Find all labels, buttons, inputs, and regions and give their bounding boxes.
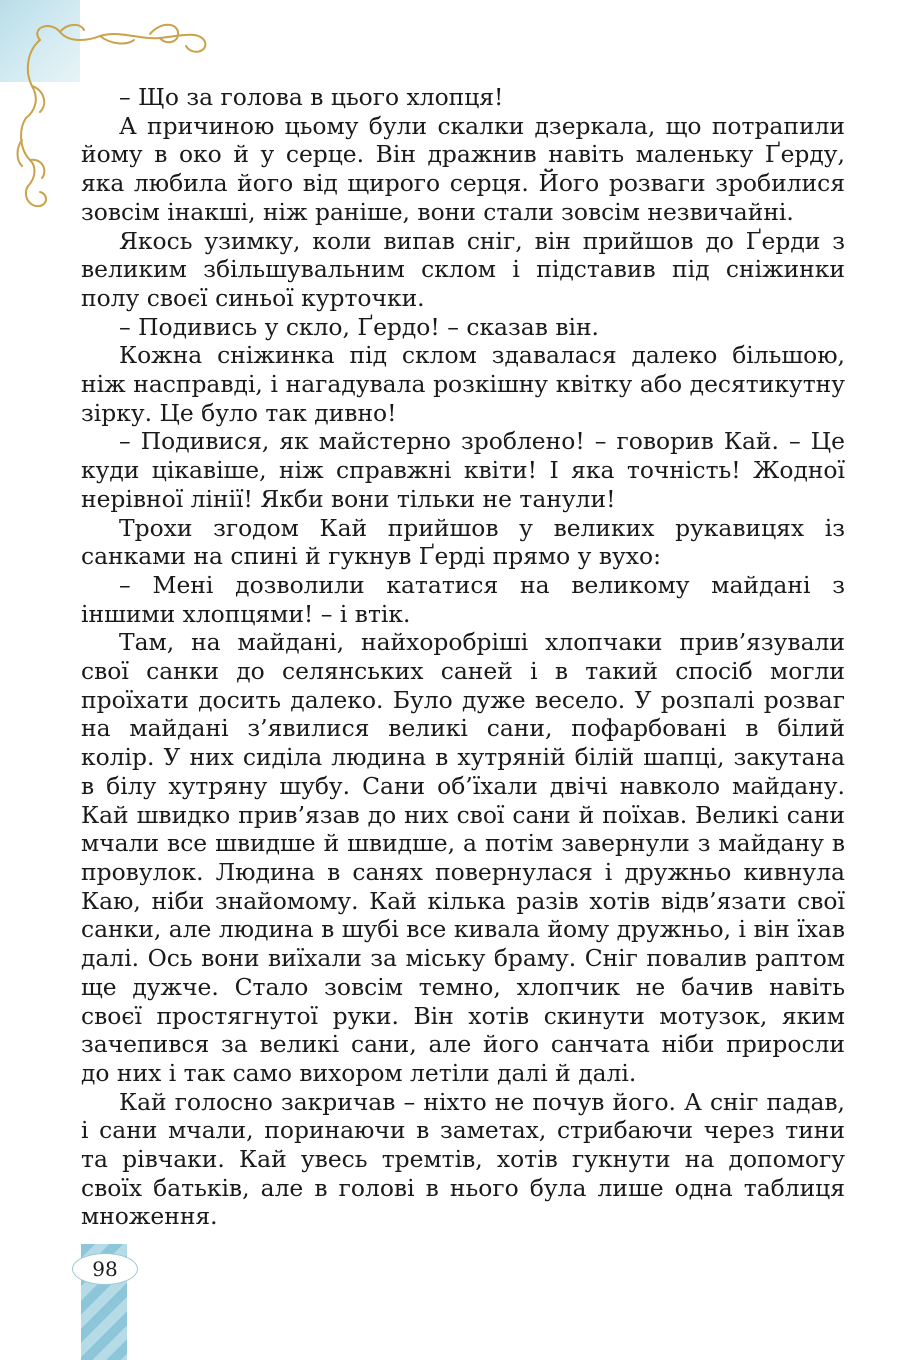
story-paragraph: – Подивись у скло, Ґердо! – сказав він. [119, 312, 599, 341]
story-text [81, 83, 845, 1231]
story-paragraph: Там, на майдані, найхоробріші хлопчаки прив’язували свої санки до селянських саней і в такий спосіб могли проїхати досить далеко. Було дуже весело. У розпалі розваг на майдані з’явилися великі сани, пофарбовані в білий колір. У них сиділа людина в хутряній білій шапці, закутана в білу хутряну шубу. Сани об’їхали двічі навколо майдану. Кай швидко прив’язав до них свої сани й поїхав. Великі сани мчали все швидше й швидше, а потім завернули з майдану в провулок. Людина в санях повернулася і дружньо кивнула Каю, ніби знайомому. Кай кілька разів хотів відв’язати свої санки, але людина в шубі все кивала йому дружньо, і він їхав далі. Ось вони виїхали за міську браму. Сніг повалив раптом ще дужче. Стало зовсім темно, хлопчик не бачив навіть своєї простягнутої руки. Він хотів скинути мотузок, яким зачепився за великі сани, але його санчата ніби приросли до них і так само вихором летіли далі й далі. [81, 628, 845, 1087]
story-paragraph: Трохи згодом Кай прийшов у великих рукавицях із санками на спині й гукнув Ґерді прямо у вухо: [81, 513, 845, 571]
story-paragraph: – Що за голова в цього хлопця! [119, 83, 504, 111]
story-paragraph: А причиною цьому були скалки дзеркала, що потрапили йому в око й у серце. Він дражнив навіть маленьку Ґерду, яка любила його від щирого серця. Його розваги зробилися зовсім інакші, ніж раніше, вони стали зовсім незвичайні. [81, 111, 845, 226]
story-paragraph: – Мені дозволили кататися на великому майдані з іншими хлопцями! – і втік. [81, 570, 845, 628]
story-paragraph: Якось узимку, коли випав сніг, він прийшов до Ґерди з великим збільшувальним склом і підставив під сніжинки полу своєї синьої курточки. [81, 226, 845, 312]
story-paragraph: Кай голосно закричав – ніхто не почув його. А сніг падав, і сани мчали, поринаючи в заметах, стрибаючи через тини та рівчаки. Кай увесь тремтів, хотів гукнути на допомогу своїх батьків, але в голові в нього була лише одна таблиця множення. [81, 1087, 845, 1231]
page-number: 98 [72, 1253, 138, 1285]
story-paragraph: – Подивися, як майстерно зроблено! – говорив Кай. – Це куди цікавіше, ніж справжні квіти! І яка точність! Жодної нерівної лінії! Якби вони тільки не танули! [81, 427, 845, 513]
story-paragraph: Кожна сніжинка під склом здавалася далеко більшою, ніж насправді, і нагадувала розкішну квітку або десятикутну зірку. Це було так дивно! [81, 341, 845, 427]
